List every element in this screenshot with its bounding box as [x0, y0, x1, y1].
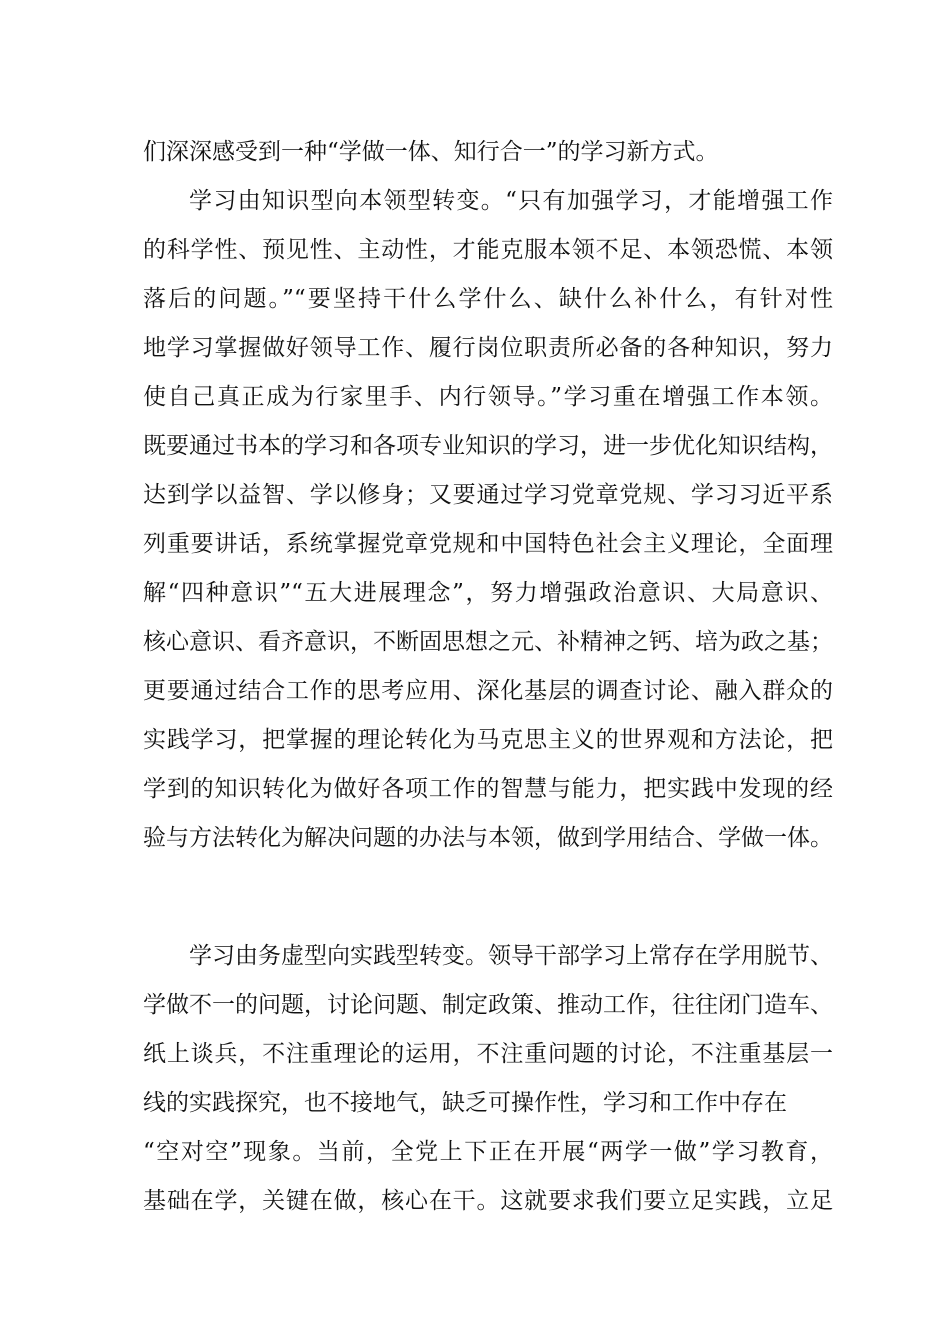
paragraph-2-line: 学到的知识转化为做好各项工作的智慧与能力，把实践中发现的经	[143, 776, 833, 802]
paragraph-3-line: 学习由务虚型向实践型转变。领导干部学习上常存在学用脱节、	[189, 943, 833, 969]
paragraph-2-line: 实践学习，把掌握的理论转化为马克思主义的世界观和方法论，把	[143, 727, 833, 753]
paragraph-3-line: 纸上谈兵，不注重理论的运用，不注重问题的讨论，不注重基层一	[143, 1041, 833, 1067]
text-block-upper	[143, 128, 833, 863]
paragraph-2-line: 既要通过书本的学习和各项专业知识的学习，进一步优化知识结构，	[143, 433, 833, 459]
paragraph-2-line: 落后的问题。”“要坚持干什么学什么、缺什么补什么，有针对性	[143, 286, 833, 312]
paragraph-2-line: 达到学以益智、学以修身；又要通过学习党章党规、学习习近平系	[143, 482, 833, 508]
paragraph-3-line: 基础在学，关键在做，核心在干。这就要求我们要立足实践，立足	[143, 1188, 833, 1214]
paragraph-3-line: “空对空”现象。当前，全党上下正在开展“两学一做”学习教育，	[143, 1139, 833, 1165]
paragraph-2-line: 列重要讲话，系统掌握党章党规和中国特色社会主义理论，全面理	[143, 531, 833, 557]
paragraph-2-line: 使自己真正成为行家里手、内行领导。”学习重在增强工作本领。	[143, 384, 833, 410]
text-block-lower	[143, 932, 833, 1226]
paragraph-2-line: 验与方法转化为解决问题的办法与本领，做到学用结合、学做一体。	[143, 825, 833, 851]
paragraph-2-line: 更要通过结合工作的思考应用、深化基层的调查讨论、融入群众的	[143, 678, 833, 704]
paragraph-3-line: 学做不一的问题，讨论问题、制定政策、推动工作，往往闭门造车、	[143, 992, 833, 1018]
paragraph-2-line: 的科学性、预见性、主动性，才能克服本领不足、本领恐慌、本领	[143, 237, 833, 263]
paragraph-1-line: 们深深感受到一种“学做一体、知行合一”的学习新方式。	[143, 139, 719, 165]
paragraph-3-line: 线的实践探究，也不接地气，缺乏可操作性，学习和工作中存在	[143, 1090, 787, 1116]
paragraph-2-line: 核心意识、看齐意识，不断固思想之元、补精神之钙、培为政之基；	[143, 629, 833, 655]
paragraph-2-line: 解“四种意识”“五大进展理念”，努力增强政治意识、大局意识、	[143, 580, 833, 606]
paragraph-2-line: 地学习掌握做好领导工作、履行岗位职责所必备的各种知识，努力	[143, 335, 833, 361]
paragraph-2-line: 学习由知识型向本领型转变。“只有加强学习，才能增强工作	[189, 188, 833, 214]
